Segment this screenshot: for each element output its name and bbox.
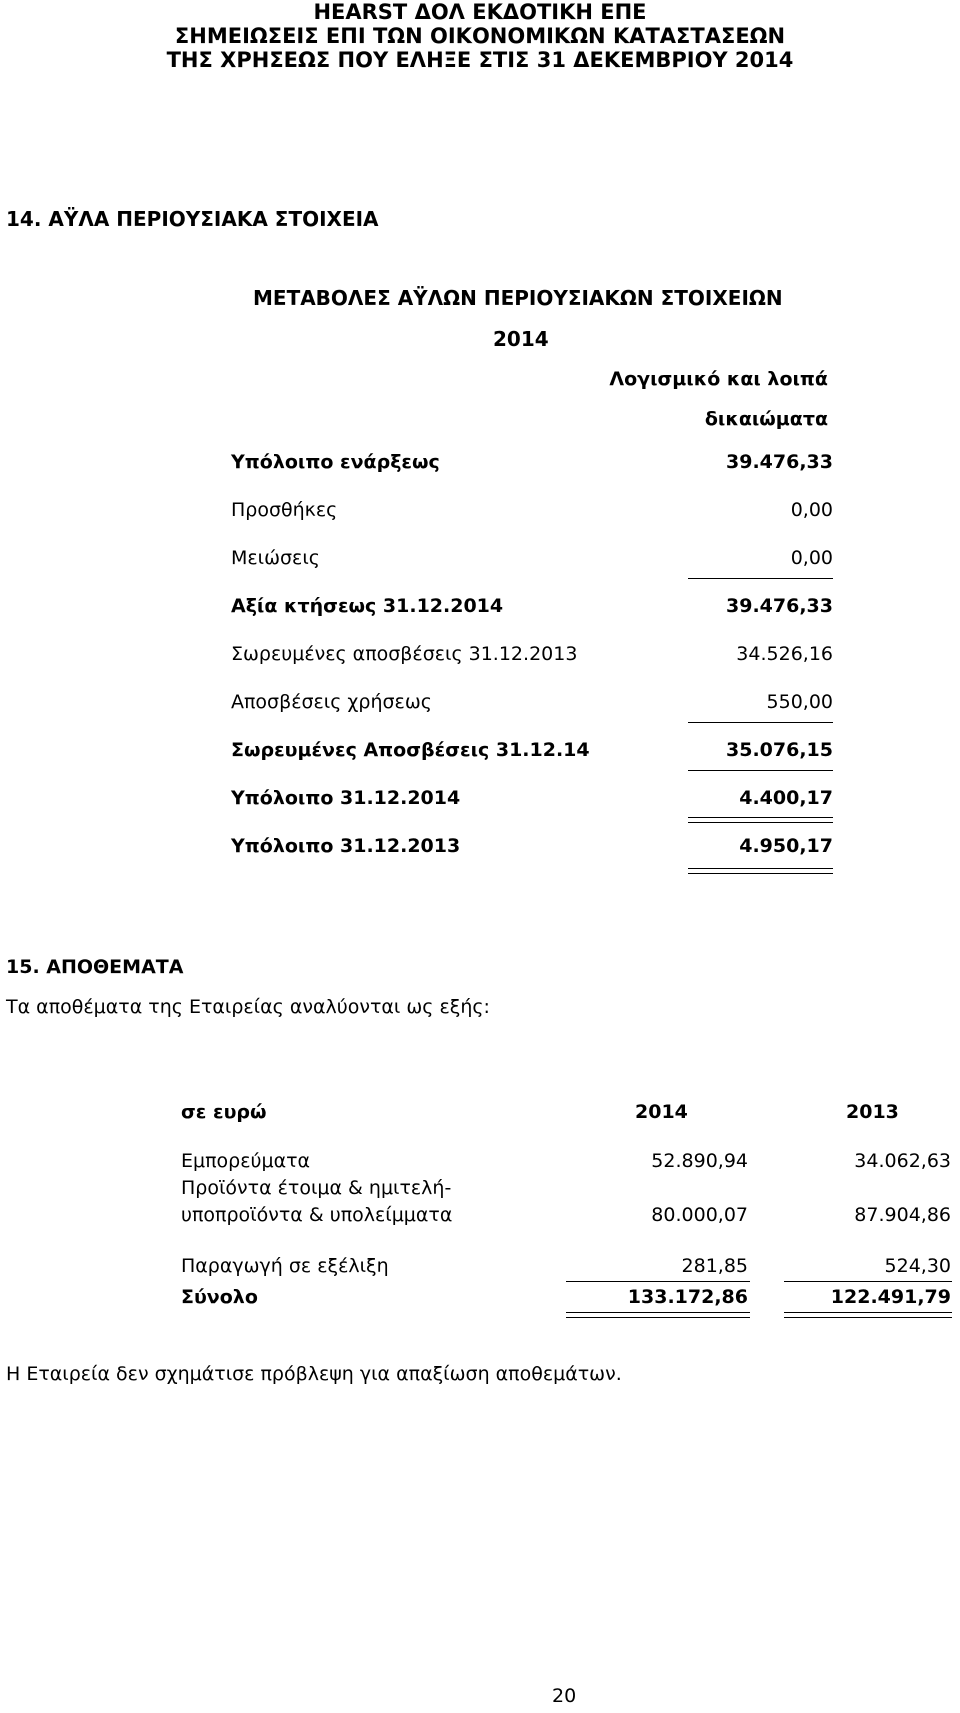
row-value-reductions: 0,00 — [790, 547, 833, 569]
rule-under-depreciation — [688, 722, 833, 723]
rule-under-reductions — [688, 578, 833, 579]
inventory-row-products-label-line-2: υποπροϊόντα & υπολείμματα — [181, 1204, 453, 1226]
intangibles-table-title: ΜΕΤΑΒΟΛΕΣ ΑΫΛΩΝ ΠΕΡΙΟΥΣΙΑΚΩΝ ΣΤΟΙΧΕΙΩΝ — [253, 286, 783, 310]
inventory-total-2014: 133.172,86 — [627, 1286, 748, 1308]
inventory-row-wip-2014: 281,85 — [681, 1255, 748, 1277]
inventory-row-products-label-line-1: Προϊόντα έτοιμα & ημιτελή- — [181, 1177, 452, 1199]
inventory-col-2013: 2013 — [846, 1101, 899, 1123]
inventory-row-merchandise-2014: 52.890,94 — [651, 1150, 748, 1172]
inventory-currency-label: σε ευρώ — [181, 1101, 267, 1123]
inventory-row-merchandise-label: Εμπορεύματα — [181, 1150, 311, 1172]
row-value-accum-depreciation-2014: 35.076,15 — [726, 739, 833, 761]
row-label-reductions: Μειώσεις — [231, 547, 320, 569]
rule-under-wip-2013 — [784, 1281, 952, 1282]
section-15-intro: Τα αποθέματα της Εταιρείας αναλύονται ως εξής: — [6, 996, 490, 1018]
inventory-row-wip-label: Παραγωγή σε εξέλιξη — [181, 1255, 389, 1277]
row-value-accum-depreciation-2013: 34.526,16 — [736, 643, 833, 665]
inventory-row-products-2014: 80.000,07 — [651, 1204, 748, 1226]
header-subtitle-2: ΤΗΣ ΧΡΗΣΕΩΣ ΠΟΥ ΕΛΗΞΕ ΣΤΙΣ 31 ΔΕΚΕΜΒΡΙΟΥ 2014 — [166, 48, 794, 72]
row-value-opening-balance: 39.476,33 — [726, 451, 833, 473]
row-label-additions: Προσθήκες — [231, 499, 338, 521]
inventory-col-2014: 2014 — [635, 1101, 688, 1123]
section-14-heading: 14. ΑΫΛΑ ΠΕΡΙΟΥΣΙΑΚΑ ΣΤΟΙΧΕΙΑ — [6, 207, 379, 231]
inventory-total-2013: 122.491,79 — [830, 1286, 951, 1308]
table-year: 2014 — [493, 327, 549, 351]
row-label-balance-2013: Υπόλοιπο 31.12.2013 — [231, 835, 461, 857]
row-label-accum-depreciation-2013: Σωρευμένες αποσβέσεις 31.12.2013 — [231, 643, 578, 665]
header-subtitle-1: ΣΗΜΕΙΩΣΕΙΣ ΕΠΙ ΤΩΝ ΟΙΚΟΝΟΜΙΚΩΝ ΚΑΤΑΣΤΑΣΕΩΝ — [174, 24, 786, 48]
double-rule-balance-2014 — [688, 817, 833, 823]
section-15-heading: 15. ΑΠΟΘΕΜΑΤΑ — [6, 956, 184, 978]
page-number: 20 — [552, 1685, 577, 1707]
row-value-acquisition-value: 39.476,33 — [726, 595, 833, 617]
column-header-line-1: Λογισμικό και λοιπά — [609, 368, 828, 390]
row-value-balance-2013: 4.950,17 — [739, 835, 833, 857]
row-label-accum-depreciation-2014: Σωρευμένες Αποσβέσεις 31.12.14 — [231, 739, 590, 761]
double-rule-total-2013 — [784, 1312, 952, 1318]
row-value-balance-2014: 4.400,17 — [739, 787, 833, 809]
inventory-note: Η Εταιρεία δεν σχημάτισε πρόβλεψη για απαξίωση αποθεμάτων. — [6, 1363, 622, 1385]
double-rule-total-2014 — [566, 1312, 750, 1318]
rule-under-accum-depreciation — [688, 770, 833, 771]
row-label-opening-balance: Υπόλοιπο ενάρξεως — [231, 451, 440, 473]
inventory-row-merchandise-2013: 34.062,63 — [854, 1150, 951, 1172]
double-rule-balance-2013 — [688, 868, 833, 874]
row-value-additions: 0,00 — [790, 499, 833, 521]
inventory-row-wip-2013: 524,30 — [884, 1255, 951, 1277]
row-label-depreciation-year: Αποσβέσεις χρήσεως — [231, 691, 432, 713]
row-label-balance-2014: Υπόλοιπο 31.12.2014 — [231, 787, 461, 809]
inventory-total-label: Σύνολο — [181, 1286, 258, 1308]
rule-under-wip-2014 — [566, 1281, 750, 1282]
company-name: HEARST ΔΟΛ ΕΚΔΟΤΙΚΗ ΕΠΕ — [313, 0, 647, 24]
row-value-depreciation-year: 550,00 — [766, 691, 833, 713]
row-label-acquisition-value: Αξία κτήσεως 31.12.2014 — [231, 595, 504, 617]
column-header-line-2: δικαιώματα — [704, 408, 828, 430]
inventory-row-products-2013: 87.904,86 — [854, 1204, 951, 1226]
